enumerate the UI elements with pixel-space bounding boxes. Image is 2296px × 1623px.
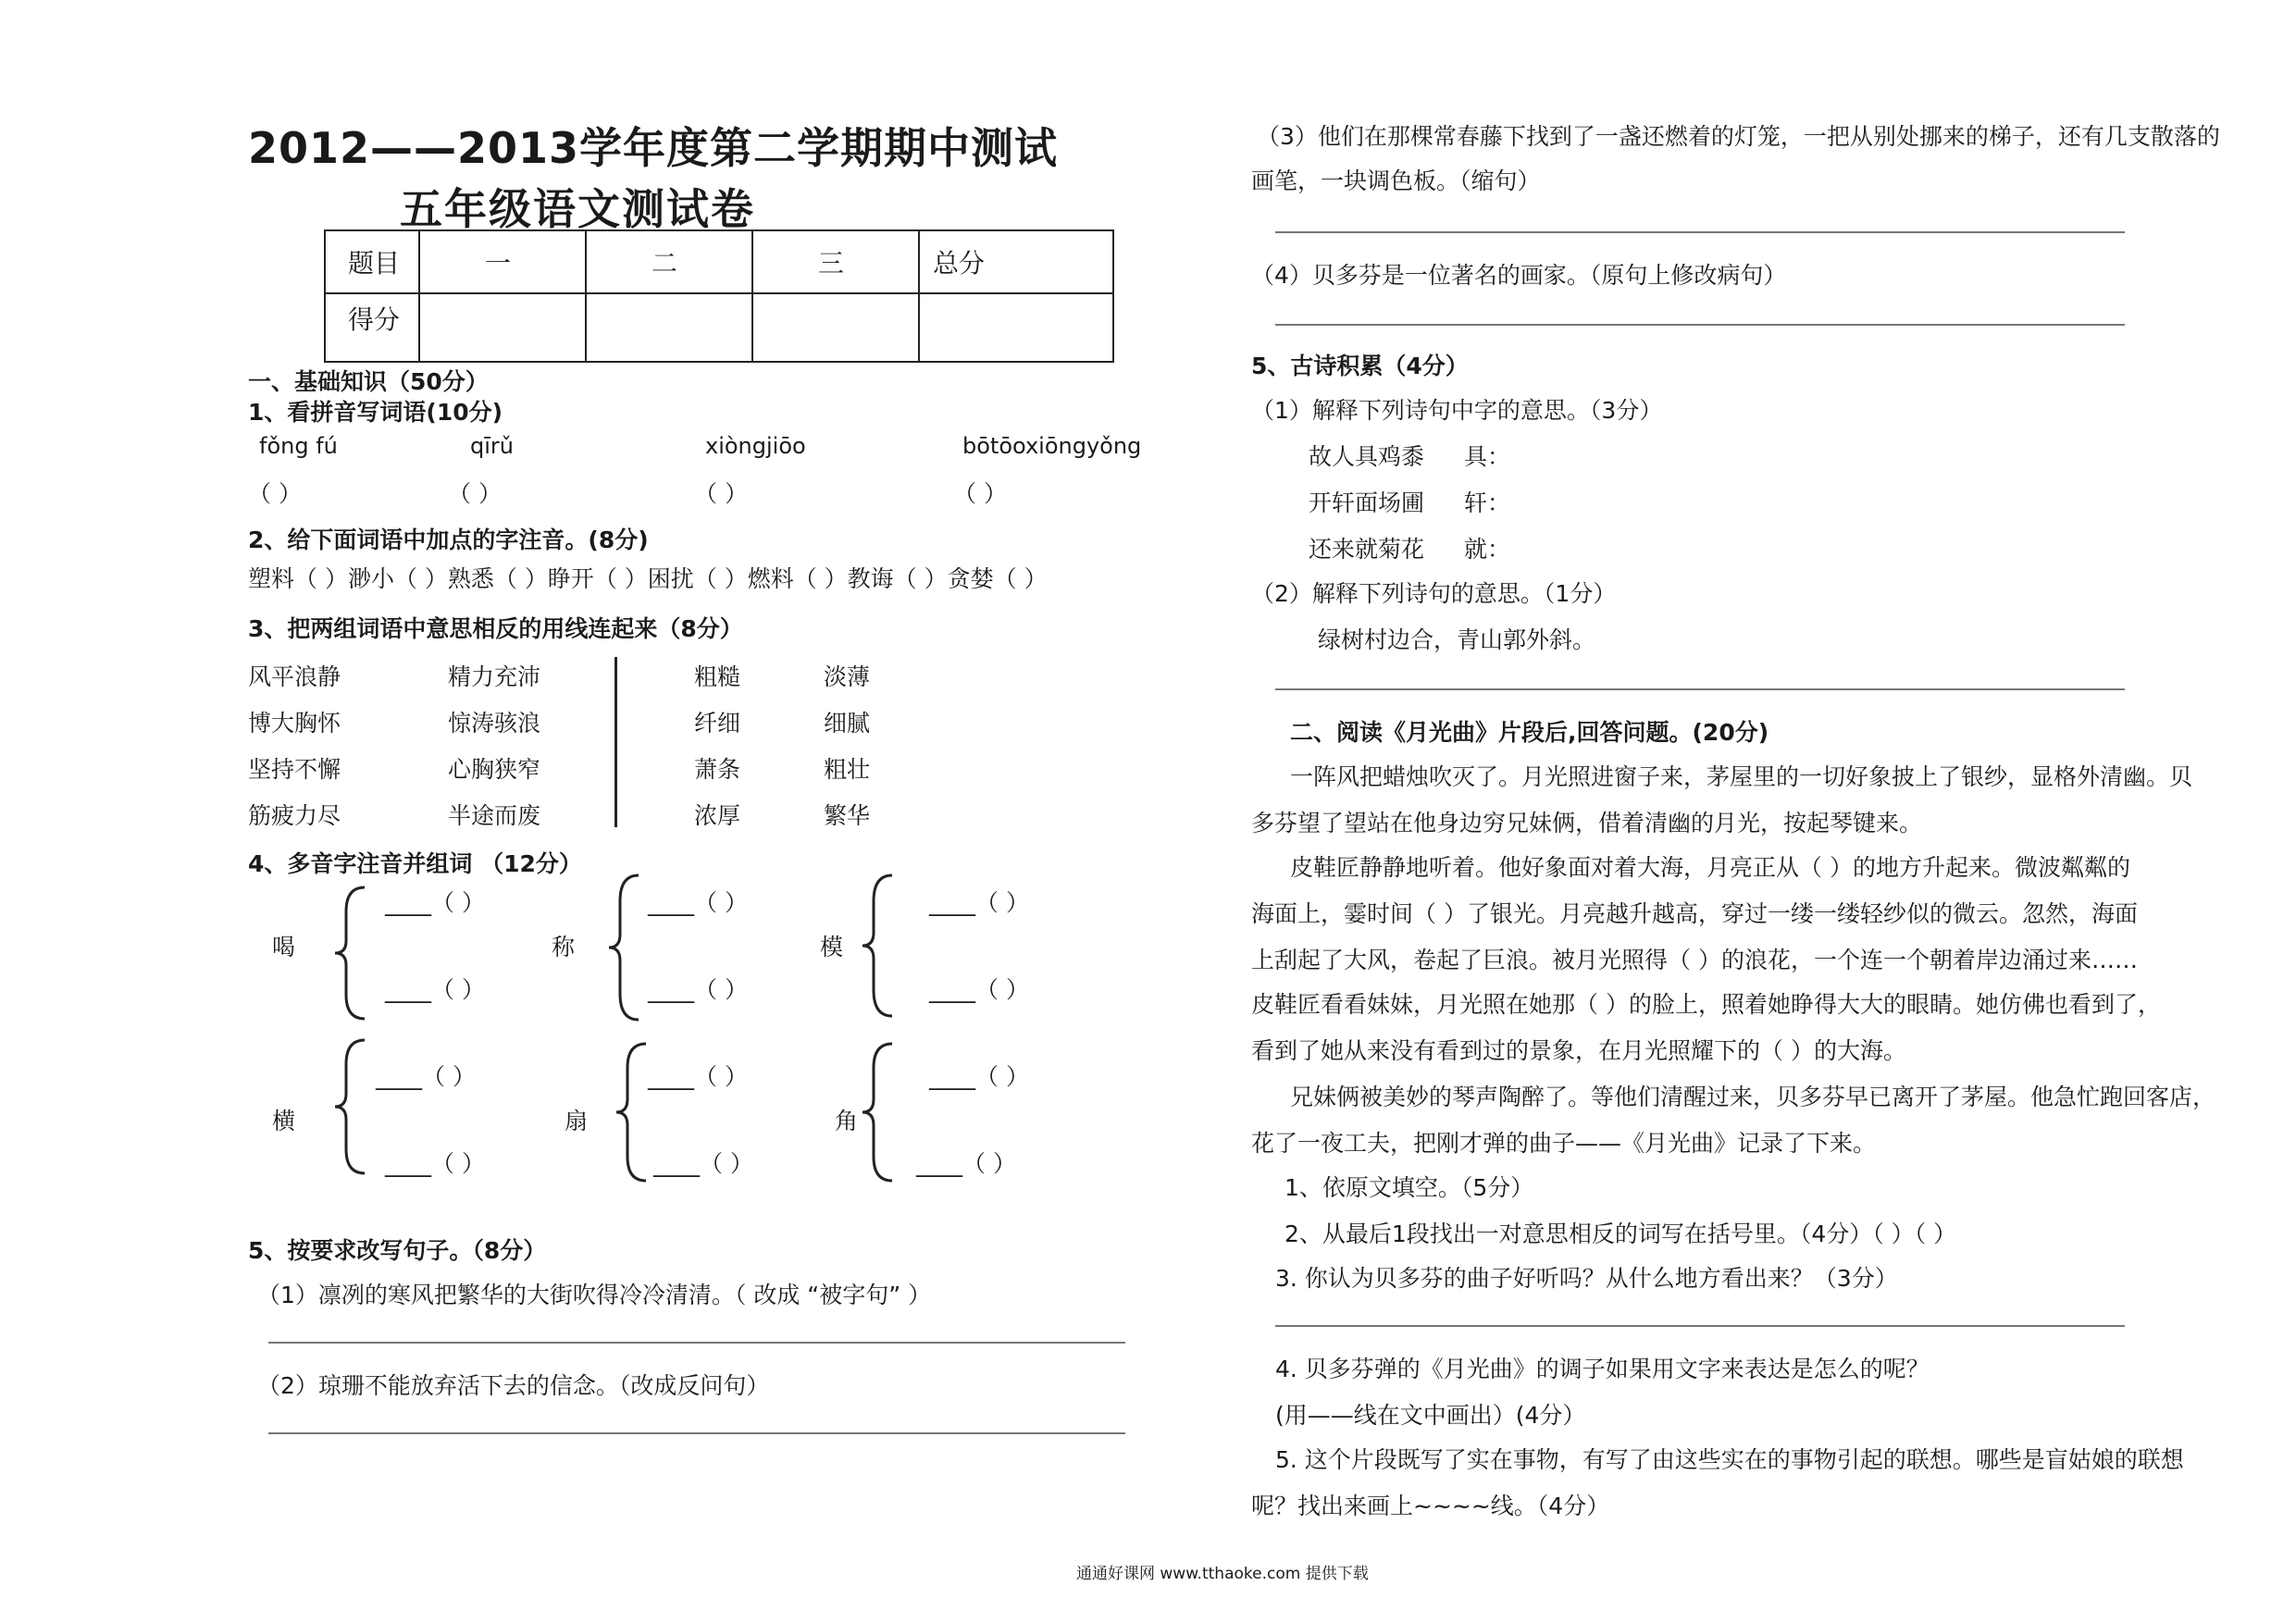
answer-line[interactable]	[268, 1342, 1125, 1344]
word-col4-item: 淡薄	[824, 663, 871, 690]
exam-subtitle: 五年级语文测试卷	[400, 184, 755, 234]
word-col2-item: 惊涛骇浪	[448, 710, 541, 737]
passage-line: 海面上，霎时间（ ）了银光。月亮越升越高，穿过一缕一缕轻纱似的微云。忽然，海面	[1251, 900, 2138, 927]
score-cell[interactable]	[752, 293, 919, 362]
word-col2-item: 半途而废	[448, 802, 541, 829]
rewrite-sentence-3-cont: 画笔，一块调色板。（缩句）	[1251, 167, 1541, 194]
rewrite-sentence-2: （2）琼珊不能放弃活下去的信念。（改成反问句）	[257, 1372, 770, 1399]
passage-line: 皮鞋匠静静地听着。他好象面对着大海，月亮正从（ ）的地方升起来。微波粼粼的	[1290, 854, 2130, 881]
brace-icon	[614, 1040, 652, 1184]
reading-question: 1、依原文填空。（5分）	[1285, 1174, 1534, 1201]
passage-line: 看到了她从来没有看到过的景象，在月光照耀下的（ ）的大海。	[1251, 1037, 1906, 1064]
brace-icon	[333, 1036, 370, 1177]
q2-heading: 2、给下面词语中加点的字注音。(8分)	[248, 527, 649, 553]
score-header-cell: 一	[419, 230, 586, 293]
answer-slot[interactable]: ____（ ）	[929, 1063, 1029, 1090]
answer-slot[interactable]: ____（ ）	[929, 889, 1029, 916]
score-header-cell: 总分	[919, 230, 1113, 293]
answer-line[interactable]	[1275, 231, 2125, 233]
answer-slot[interactable]: ____（ ）	[653, 1150, 753, 1177]
passage-line: 一阵风把蜡烛吹灭了。月光照进窗子来，茅屋里的一切好象披上了银纱，显格外清幽。贝	[1290, 763, 2193, 790]
polyphone-char: 喝	[272, 934, 296, 960]
passage-line: 兄妹俩被美妙的琴声陶醉了。等他们清醒过来，贝多芬早已离开了茅屋。他急忙跑回客店，	[1290, 1084, 2216, 1110]
poem-q2-verse: 绿树村边合，青山郭外斜。	[1318, 626, 1596, 653]
word-col1-item: 博大胸怀	[248, 710, 341, 737]
reading-question: 5. 这个片段既写了实在事物，有写了由这些实在的事物引起的联想。哪些是盲姑娘的联想	[1275, 1446, 2184, 1473]
pinyin-2: qīrǔ	[470, 433, 514, 459]
pinyin-3: xiòngjiōo	[705, 433, 806, 459]
answer-blank[interactable]: （ ）	[953, 480, 1007, 507]
word-col4-item: 细腻	[824, 710, 871, 737]
section1-heading: 一、基础知识（50分）	[248, 368, 489, 395]
score-table-header-row	[325, 230, 1113, 293]
footer-credit: 通通好课网 www.tthaoke.com 提供下载	[1076, 1565, 1369, 1583]
word-col1-item: 坚持不懈	[248, 756, 341, 783]
reading-question: 4. 贝多芬弹的《月光曲》的调子如果用文字来表达是怎么的呢？	[1275, 1356, 1930, 1382]
score-row-label: 得分	[325, 293, 419, 362]
answer-slot[interactable]: ____（ ）	[385, 889, 485, 916]
rewrite-sentence-4: （4）贝多芬是一位著名的画家。（原句上修改病句）	[1251, 262, 1787, 289]
score-header-cell: 题目	[325, 230, 419, 293]
poem-char-label: 轩：	[1464, 489, 1511, 516]
polyphone-char: 称	[552, 934, 576, 960]
poem-char-label: 具：	[1464, 443, 1511, 470]
word-col3-item: 纤细	[694, 710, 741, 737]
passage-line: 多芬望了望站在他身边穷兄妹俩，借着清幽的月光，按起琴键来。	[1251, 810, 1923, 836]
reading-question: 呢？找出来画上~~~~线。（4分）	[1251, 1493, 1610, 1519]
answer-blank[interactable]: （ ）	[694, 480, 748, 507]
answer-blank[interactable]: （ ）	[248, 480, 302, 507]
rewrite-sentence-1: （1）凛冽的寒风把繁华的大街吹得冷冷清清。（ 改成 “被字句” ）	[257, 1282, 932, 1308]
exam-title: 2012——2013学年度第二学期期中测试	[248, 123, 1059, 173]
q1-heading: 1、看拼音写词语(10分)	[248, 399, 503, 426]
brace-icon	[861, 1040, 898, 1184]
column-divider	[614, 657, 617, 827]
word-col4-item: 粗壮	[824, 756, 871, 783]
answer-slot[interactable]: ____（ ）	[648, 1063, 748, 1090]
score-table-score-row	[325, 293, 1113, 362]
q2-words-line: 塑料（ ）渺小（ ）熟悉（ ）睁开（ ）困扰（ ）燃料（ ）教诲（ ）贪婪（ ）	[248, 565, 1048, 592]
reading-question: 2、从最后1段找出一对意思相反的词写在括号里。（4分）（ ）（ ）	[1285, 1220, 1957, 1247]
q3-heading: 3、把两组词语中意思相反的用线连起来（8分）	[248, 615, 743, 642]
answer-blank[interactable]: （ ）	[448, 480, 502, 507]
passage-line: 皮鞋匠看看妹妹，月光照在她那（ ）的脸上，照着她睁得大大的眼睛。她仿佛也看到了，	[1251, 991, 2161, 1018]
word-col1-item: 筋疲力尽	[248, 802, 341, 829]
reading-question: 3. 你认为贝多芬的曲子好听吗？从什么地方看出来？（3分）	[1275, 1265, 1898, 1292]
word-col3-item: 粗糙	[694, 663, 741, 690]
brace-icon	[607, 872, 644, 1023]
polyphone-char: 模	[820, 934, 844, 960]
poem-verse: 开轩面场圃	[1309, 489, 1425, 516]
poem-heading: 5、古诗积累（4分）	[1251, 353, 1469, 379]
poem-verse: 还来就菊花	[1309, 536, 1425, 563]
score-cell[interactable]	[586, 293, 752, 362]
answer-slot[interactable]: ____（ ）	[385, 976, 485, 1003]
pinyin-4: bōtōoxiōngyǒng	[962, 433, 1142, 459]
poem-char-label: 就：	[1464, 536, 1511, 563]
polyphone-char: 角	[835, 1108, 859, 1134]
word-col2-item: 精力充沛	[448, 663, 541, 690]
polyphone-char: 扇	[565, 1108, 589, 1134]
passage-line: 花了一夜工夫，把刚才弹的曲子——《月光曲》记录了下来。	[1251, 1130, 1877, 1157]
answer-slot[interactable]: ____（ ）	[916, 1150, 1016, 1177]
brace-icon	[333, 884, 370, 1022]
score-header-cell: 二	[586, 230, 752, 293]
poem-q2: （2）解释下列诗句的意思。（1分）	[1251, 580, 1617, 607]
answer-line[interactable]	[1275, 688, 2125, 690]
answer-slot[interactable]: ____（ ）	[929, 976, 1029, 1003]
q4-heading: 4、多音字注音并组词 （12分）	[248, 850, 582, 877]
word-col2-item: 心胸狭窄	[448, 756, 541, 783]
poem-q1: （1）解释下列诗句中字的意思。（3分）	[1251, 397, 1663, 424]
word-col3-item: 萧条	[694, 756, 741, 783]
word-col3-item: 浓厚	[694, 802, 741, 829]
answer-slot[interactable]: ____（ ）	[376, 1063, 476, 1090]
section2-heading: 二、阅读《月光曲》片段后,回答问题。(20分)	[1290, 719, 1769, 746]
poem-verse: 故人具鸡黍	[1309, 443, 1425, 470]
rewrite-sentence-3: （3）他们在那棵常春藤下找到了一盏还燃着的灯笼，一把从别处挪来的梯子，还有几支散落的	[1257, 123, 2220, 150]
score-header-cell: 三	[752, 230, 919, 293]
score-table	[324, 229, 1114, 363]
reading-question: (用——线在文中画出）(4分）	[1275, 1402, 1586, 1429]
answer-slot[interactable]: ____（ ）	[385, 1150, 485, 1177]
answer-slot[interactable]: ____（ ）	[648, 889, 748, 916]
score-cell[interactable]	[919, 293, 1113, 362]
polyphone-char: 横	[272, 1108, 296, 1134]
answer-line[interactable]	[1275, 324, 2125, 326]
q5-heading: 5、按要求改写句子。（8分）	[248, 1237, 547, 1264]
answer-slot[interactable]: ____（ ）	[648, 976, 748, 1003]
answer-line[interactable]	[1275, 1325, 2125, 1327]
score-cell[interactable]	[419, 293, 586, 362]
answer-line[interactable]	[268, 1432, 1125, 1434]
passage-line: 上刮起了大风，卷起了巨浪。被月光照得（ ）的浪花，一个连一个朝着岸边涌过来……	[1251, 947, 2138, 973]
pinyin-1: fǒng fú	[259, 433, 338, 459]
word-col1-item: 风平浪静	[248, 663, 341, 690]
brace-icon	[861, 872, 898, 1020]
word-col4-item: 繁华	[824, 802, 871, 829]
